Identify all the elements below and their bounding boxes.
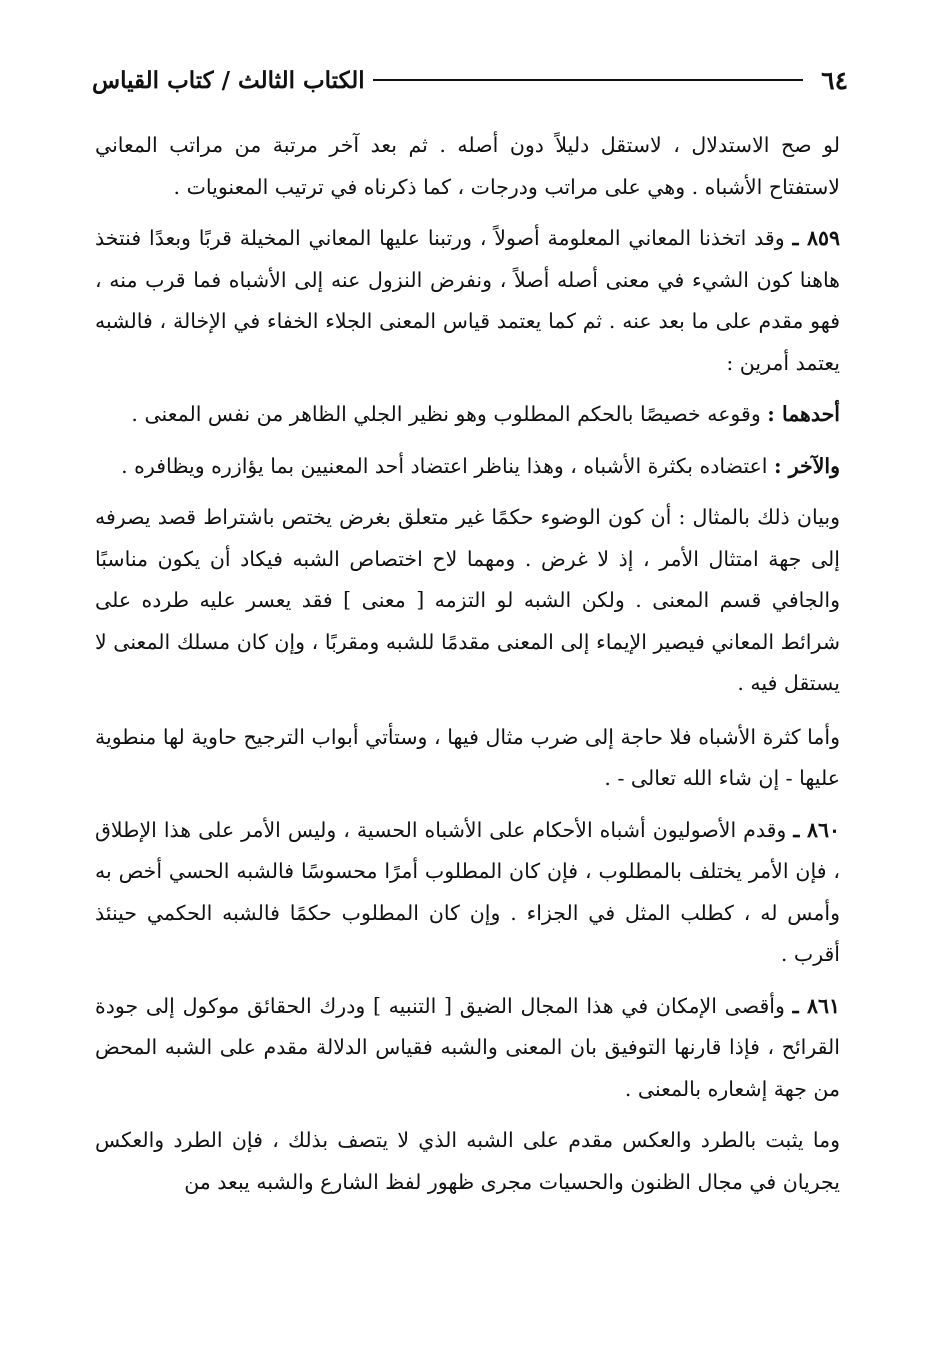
paragraph-861 — [95, 986, 840, 1111]
paragraph-number: ٨٦٠ ـ — [793, 817, 840, 842]
paragraph-text: وقد اتخذنا المعاني المعلومة أصولاً ، ورتبنا عليها المعاني المخيلة قربًا وبعدًا فنتخذ هاهنا كون الشيء في معنى أصله أصلاً ، ونفرض النزول عنه إلى الأشباه فما قرب منه ، فهو مقدم على ما بعد عنه . ثم كما يعتمد قياس المعنى الجلاء الخفاء في الإخالة ، فالشبه يعتمد أمرين : — [95, 226, 840, 375]
paragraph-resemblances — [95, 717, 840, 800]
page-number: ٦٤ — [821, 65, 848, 95]
paragraph-text: وقوعه خصيصًا بالحكم المطلوب وهو نظير الجلي الظاهر من نفس المعنى . — [131, 402, 761, 426]
paragraph-text: وبيان ذلك بالمثال : أن كون الوضوء حكمًا غير متعلق بغرض يختص باشتراط قصد يصرفه إلى جهة امتثال الأمر ، إذ لا غرض . ومهما لاح اختصاص الشبه فيكاد أن يكون مناسبًا والجافي قسم المعنى . ولكن الشبه لو التزمه [ معنى ] فقد يعسر عليه طرده على شرائط المعاني فيصير الإيماء إلى المعنى مقدمًا للشبه ومقربًا ، وإن كان مسلك المعنى لا يستقل فيه . — [95, 505, 840, 695]
paragraph-final — [95, 1120, 840, 1203]
paragraph-text: اعتضاده بكثرة الأشباه ، وهذا يناظر اعتضاد أحد المعنيين بما يؤازره ويظافره . — [121, 453, 768, 478]
paragraph-text: وما يثبت بالطرد والعكس مقدم على الشبه الذي لا يتصف بذلك ، فإن الطرد والعكس يجريان في مجال الظنون والحسيات مجرى ظهور لفظ الشارع والشبه يبعد من — [95, 1128, 840, 1194]
paragraph-second-matter — [95, 446, 840, 488]
paragraph-text: وأقصى الإمكان في هذا المجال الضيق [ التنبيه ] ودرك الحقائق موكول إلى جودة القرائح ، فإذا قارنها التوفيق بان المعنى والشبه فقياس الدلالة مقدم على الشبه المحض من جهة إشعاره بالمعنى . — [95, 993, 840, 1101]
page-header — [92, 58, 848, 102]
paragraph-859 — [95, 218, 840, 384]
running-title: الكتاب الثالث / كتاب القياس — [92, 66, 365, 94]
body-text — [95, 125, 840, 1213]
paragraph-text: وأما كثرة الأشباه فلا حاجة إلى ضرب مثال فيها ، وستأتي أبواب الترجيح حاوية لها منطوية عليها - إن شاء الله تعالى - . — [95, 724, 840, 790]
paragraph-continuation — [95, 125, 840, 208]
paragraph-lead: أحدهما : — [767, 402, 840, 426]
paragraph-lead: والآخر : — [774, 453, 840, 478]
paragraph-example — [95, 497, 840, 705]
paragraph-860 — [95, 810, 840, 976]
paragraph-text: لو صح الاستدلال ، لاستقل دليلاً دون أصله . ثم بعد آخر مرتبة من مراتب المعاني لاستفتاح الأشباه . وهي على مراتب ودرجات ، كما ذكرناه في ترتيب المعنويات . — [95, 133, 840, 199]
paragraph-number: ٨٦١ ـ — [792, 993, 840, 1018]
paragraph-first-matter — [95, 394, 840, 436]
paragraph-number: ٨٥٩ ـ — [792, 226, 840, 250]
paragraph-text: وقدم الأصوليون أشباه الأحكام على الأشباه الحسية ، وليس الأمر على هذا الإطلاق ، فإن الأمر يختلف بالمطلوب ، فإن كان المطلوب أمرًا محسوسًا فالشبه الحسي أخص به وأمس له ، كطلب المثل في الجزاء . وإن كان المطلوب حكمًا فالشبه الحكمي حينئذ أقرب . — [95, 817, 840, 966]
header-rule — [373, 79, 803, 81]
